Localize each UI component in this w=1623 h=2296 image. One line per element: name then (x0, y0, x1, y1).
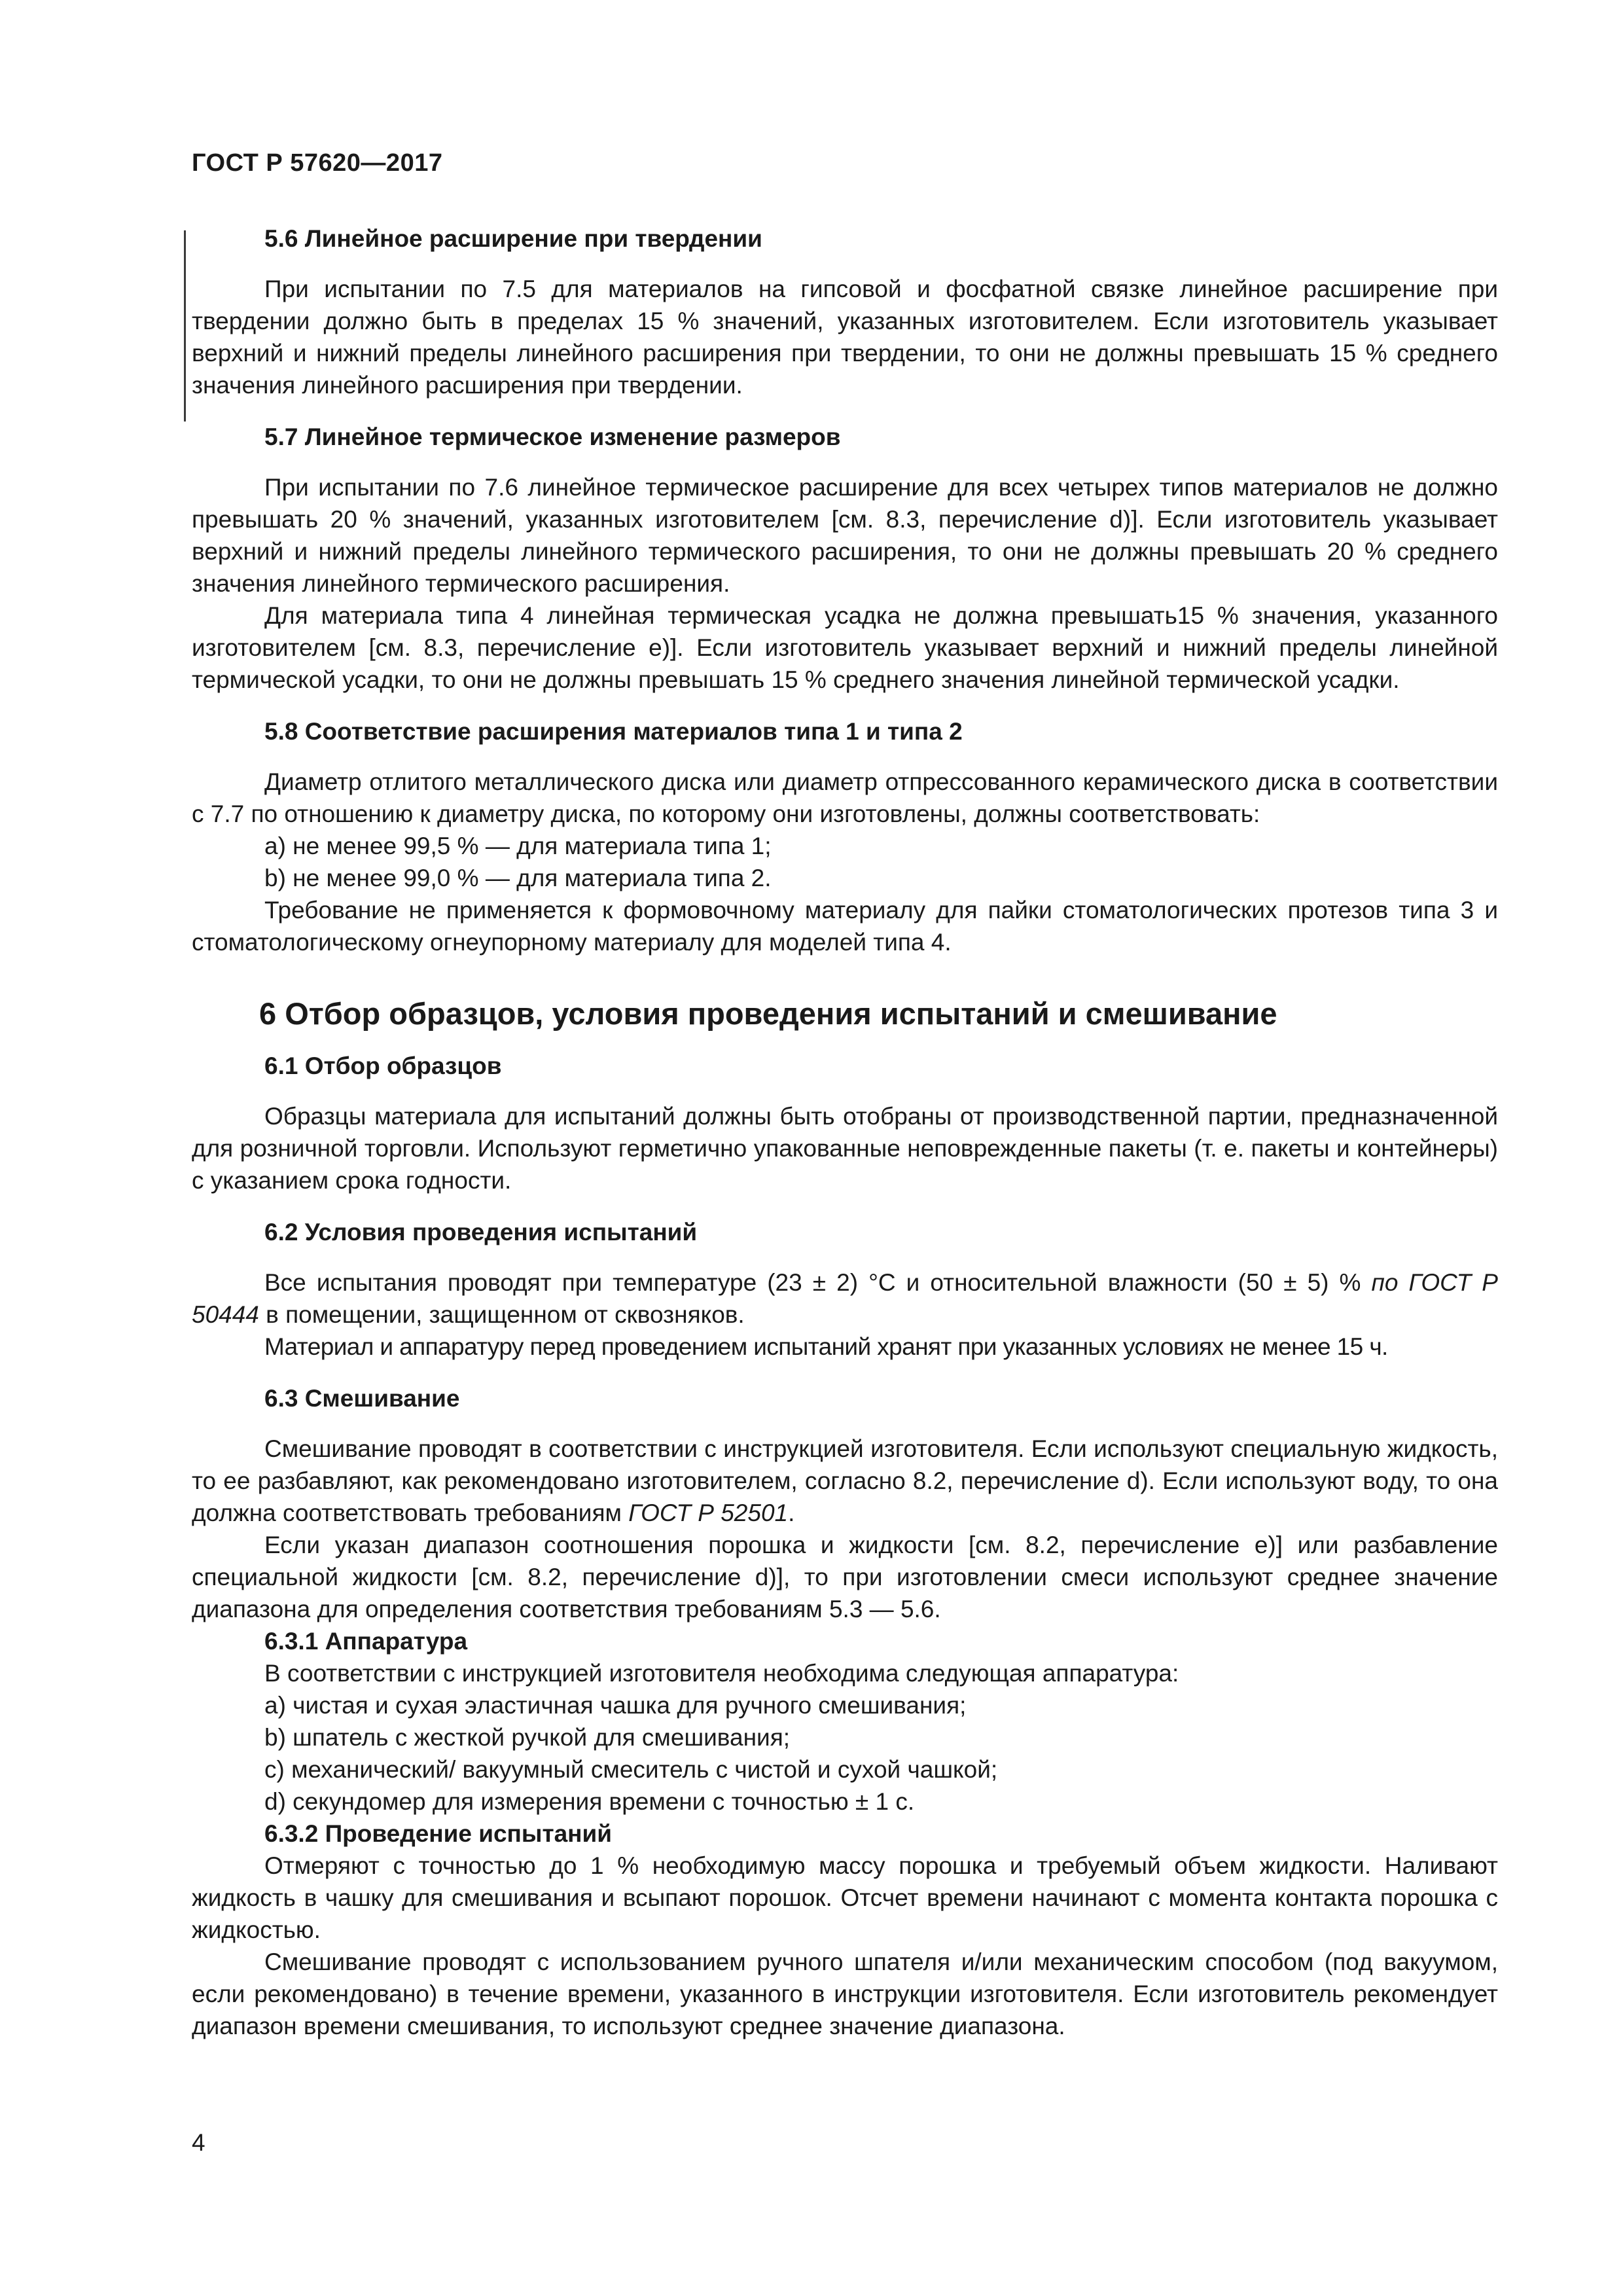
section-5-8-title: 5.8 Соответствие расширения материалов типа 1 и типа 2 (264, 718, 963, 745)
section-5-8-paragraph-2: Требование не применяется к формовочному материалу для пайки стоматологических протезов типа 3 и стоматологическому огнеупорному материалу для моделей типа 4. (192, 897, 1498, 956)
section-6-3-2-title: 6.3.2 Проведение испытаний (264, 1820, 613, 1847)
document-body (192, 223, 1498, 2042)
section-6-3-paragraph-1: Смешивание проводят в соответствии с инструкцией изготовителя. Если используют специальную жидкость, то ее разбавляют, как рекомендовано изготовителем, согласно 8.2, перечисление d). Если используют воду, то она должна соответствовать требованиям ГОСТ Р 52501. (192, 1435, 1498, 1526)
section-5-7-title: 5.7 Линейное термическое изменение размеров (264, 423, 841, 450)
list-item: b) шпатель с жесткой ручкой для смешивания; (264, 1724, 791, 1751)
section-5-7-paragraph-1: При испытании по 7.6 линейное термическое расширение для всех четырех типов материалов не должно превышать 20 % значений, указанных изготовителем [см. 8.3, перечисление d)]. Если изготовитель указывает верхний и нижний пределы линейного термического расширения, то они не должны превышать 20 % среднего значения линейного термического расширения. (192, 474, 1498, 597)
section-5-7-paragraph-2: Для материала типа 4 линейная термическая усадка не должна превышать15 % значения, указанного изготовителем [см. 8.3, перечисление е)]. Если изготовитель указывает верхний и нижний пределы линейной термической усадки, то они не должны превышать 15 % среднего значения линейной термической усадки. (192, 602, 1498, 693)
section-6-2-title: 6.2 Условия проведения испытаний (264, 1219, 698, 1246)
list-item: b) не менее 99,0 % — для материала типа 2. (264, 865, 772, 891)
list-item: c) механический/ вакуумный смеситель с чистой и сухой чашкой; (264, 1756, 998, 1783)
list-item: d) секундомер для измерения времени с точностью ± 1 с. (264, 1788, 915, 1815)
document-header: ГОСТ Р 57620—2017 (192, 149, 443, 177)
section-6-2-paragraph-2: Материал и аппаратуру перед проведением испытаний хранят при указанных условиях не менее 15 ч. (264, 1333, 1388, 1360)
page-number: 4 (192, 2129, 205, 2156)
section-6-3-2-paragraph-1: Отмеряют с точностью до 1 % необходимую массу порошка и требуемый объем жидкости. Наливают жидкость в чашку для смешивания и всыпают порошок. Отсчет времени начинают с момента контакта порошка с жидкостью. (192, 1852, 1498, 1943)
standard-reference: по ГОСТ Р 50444 (192, 1269, 1498, 1328)
section-6-3-title: 6.3 Смешивание (264, 1385, 460, 1412)
section-6-3-1-intro: В соответствии с инструкцией изготовителя необходима следующая аппаратура: (264, 1660, 1179, 1687)
section-6-3-paragraph-2: Если указан диапазон соотношения порошка и жидкости [см. 8.2, перечисление е)] или разбавление специальной жидкости [см. 8.2, перечисление d)], то при изготовлении смеси используют среднее значение диапазона для определения соответствия требованиям 5.3 — 5.6. (192, 1532, 1498, 1623)
section-6-1-title: 6.1 Отбор образцов (264, 1052, 502, 1079)
section-6-2-paragraph-1: Все испытания проводят при температуре (23 ± 2) °С и относительной влажности (50 ± 5) % по ГОСТ Р 50444 в помещении, защищенном от сквозняков. (192, 1269, 1498, 1328)
section-5-6-title: 5.6 Линейное расширение при твердении (264, 225, 762, 252)
section-6-3-1-title: 6.3.1 Аппаратура (264, 1628, 468, 1655)
section-6-title: 6 Отбор образцов, условия проведения испытаний и смешивание (259, 996, 1277, 1031)
standard-reference: ГОСТ Р 52501 (628, 1499, 789, 1526)
section-5-6-paragraph: При испытании по 7.5 для материалов на гипсовой и фосфатной связке линейное расширение при твердении должно быть в пределах 15 % значений, указанных изготовителем. Если изготовитель указывает верхний и нижний пределы линейного расширения при твердении, то они не должны превышать 15 % среднего значения линейного расширения при твердении. (192, 276, 1498, 399)
list-item: a) чистая и сухая эластичная чашка для ручного смешивания; (264, 1692, 967, 1719)
list-item: a) не менее 99,5 % — для материала типа 1; (264, 833, 772, 859)
section-6-3-2-paragraph-2: Смешивание проводят с использованием ручного шпателя и/или механическим способом (под вакуумом, если рекомендовано) в течение времени, указанного в инструкции изготовителя. Если изготовитель рекомендует диапазон времени смешивания, то используют среднее значение диапазона. (192, 1948, 1498, 2039)
section-6-1-paragraph: Образцы материала для испытаний должны быть отобраны от производственной партии, предназначенной для розничной торговли. Используют герметично упакованные неповрежденные пакеты (т. е. пакеты и контейнеры) с указанием срока годности. (192, 1103, 1498, 1194)
section-5-8-paragraph-1: Диаметр отлитого металлического диска или диаметр отпрессованного керамического диска в соответствии с 7.7 по отношению к диаметру диска, по которому они изготовлены, должны соответствовать: (192, 768, 1498, 827)
revision-bar (184, 230, 186, 422)
